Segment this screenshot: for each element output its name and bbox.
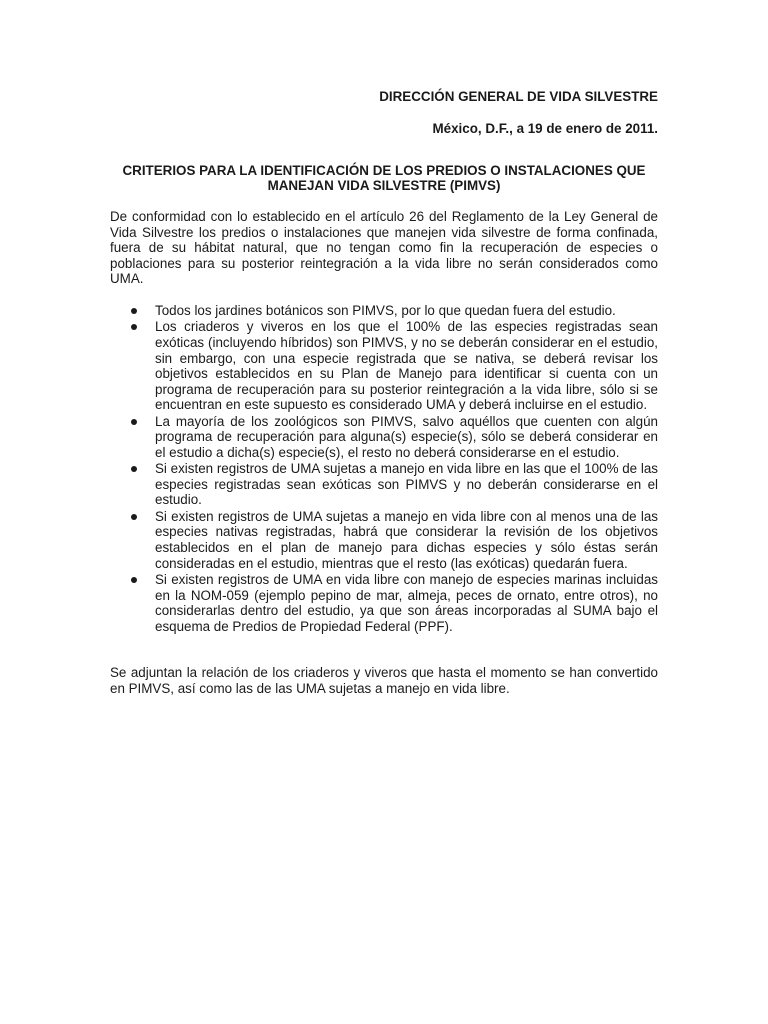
- criteria-item: [155, 303, 658, 319]
- criteria-item: [155, 461, 658, 508]
- date-line: México, D.F., a 19 de enero de 2011.: [432, 121, 658, 136]
- document-title: CRITERIOS PARA LA IDENTIFICACIÓN DE LOS PREDIOS O INSTALACIONES QUE MANEJAN VIDA SILVESTRE (PIMVS): [122, 163, 646, 193]
- criteria-item: [155, 509, 658, 571]
- criteria-text: Si existen registros de UMA en vida libre con manejo de especies marinas incluidas en la NOM-059 (ejemplo pepino de mar, almeja, peces de ornato, entre otros), no considerarlas dentro del estudio, ya que son áreas incorporadas al SUMA bajo el esquema de Predios de Propiedad Federal (PPF).: [155, 572, 658, 634]
- criteria-item: [155, 572, 658, 634]
- bullet-icon: [131, 466, 137, 472]
- criteria-list: [110, 303, 658, 634]
- criteria-text: Si existen registros de UMA sujetas a manejo en vida libre en las que el 100% de las especies registradas sean exóticas son PIMVS y no deberán considerarse en el estudio.: [155, 461, 658, 508]
- criteria-item: [155, 414, 658, 461]
- criteria-text: La mayoría de los zoológicos son PIMVS, salvo aquéllos que cuenten con algún programa de recuperación para alguna(s) especie(s), sólo se deberá considerar en el estudio a dicha(s) especie(s), el resto no deberá considerarse en el estudio.: [155, 413, 658, 460]
- organization-header: DIRECCIÓN GENERAL DE VIDA SILVESTRE: [379, 89, 658, 104]
- bullet-icon: [131, 577, 137, 583]
- bullet-icon: [131, 308, 137, 314]
- criteria-text: Si existen registros de UMA sujetas a manejo en vida libre con al menos una de las especies nativas registradas, habrá que considerar la revisión de los objetivos establecidos en el plan de manejo para dichas especies y sólo éstas serán consideradas en el estudio, mientras que el resto (las exóticas) quedarán fuera.: [155, 508, 658, 571]
- criteria-text: Todos los jardines botánicos son PIMVS, por lo que quedan fuera del estudio.: [155, 302, 616, 318]
- bullet-icon: [131, 419, 137, 425]
- bullet-icon: [131, 514, 137, 520]
- closing-paragraph: Se adjuntan la relación de los criaderos y viveros que hasta el momento se han convertido en PIMVS, así como las de las UMA sujetas a manejo en vida libre.: [110, 665, 658, 697]
- intro-paragraph: De conformidad con lo establecido en el artículo 26 del Reglamento de la Ley General de Vida Silvestre los predios o instalaciones que manejen vida silvestre de forma confinada, fuera de su hábitat natural, que no tengan como fin la recuperación de especies o poblaciones para su posterior reintegración a la vida libre no serán considerados como UMA.: [110, 209, 658, 287]
- bullet-icon: [131, 324, 137, 330]
- criteria-text: Los criaderos y viveros en los que el 100% de las especies registradas sean exóticas (incluyendo híbridos) son PIMVS, y no se deberán considerar en el estudio, sin embargo, con una especie registrada que se nativa, se deberá revisar los objetivos establecidos en su Plan de Manejo para identificar si cuenta con un programa de recuperación para su posterior reintegración a la vida libre, sólo si se encuentran en este supuesto es considerado UMA y deberá incluirse en el estudio.: [155, 319, 658, 413]
- criteria-item: [155, 319, 658, 413]
